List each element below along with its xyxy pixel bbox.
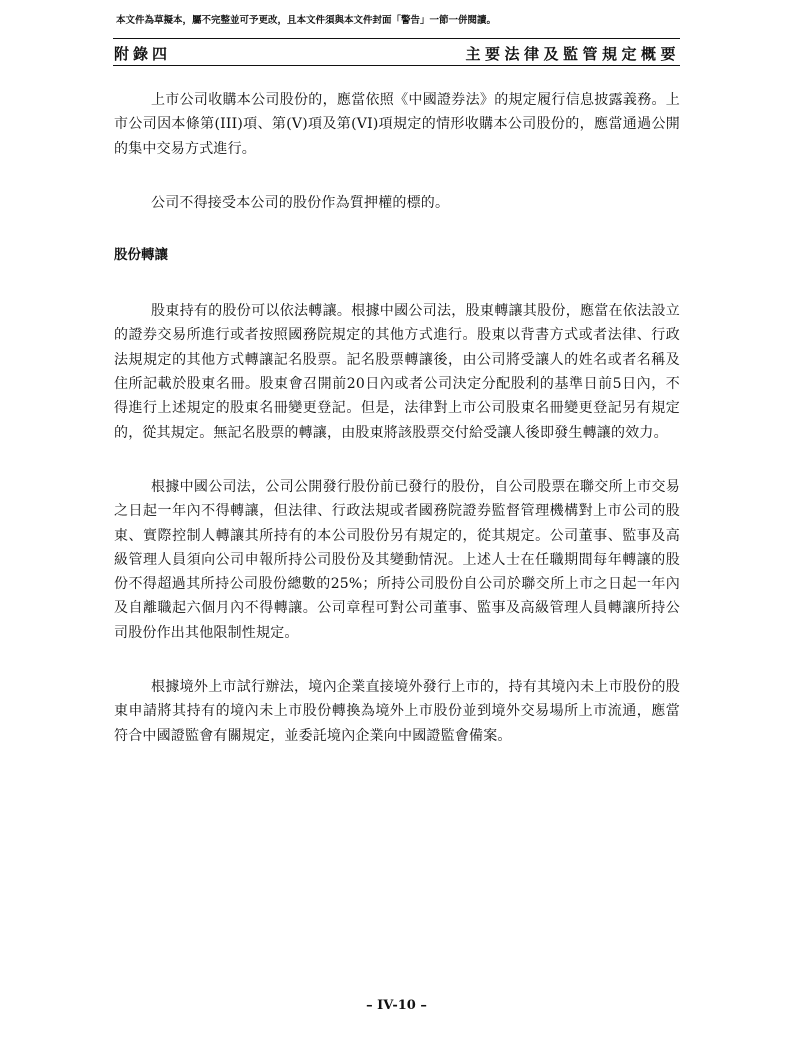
section-heading-share-transfer: 股份轉讓 xyxy=(114,247,168,264)
paragraph-pledge-restriction: 公司不得接受本公司的股份作為質押權的標的。 xyxy=(151,194,450,211)
top-divider xyxy=(113,38,680,39)
header-divider xyxy=(113,65,680,66)
paragraph-full-circulation: 根據境外上市試行辦法，境內企業直接境外發行上市的，持有其境內未上市股份的股東申請將其持有的境內未上市股份轉換為境外上市股份並到境外交易場所上市流通，應當符合中國證監會有關規定，並委託境內企業向中國證監會備案。 xyxy=(114,679,680,744)
draft-disclaimer: 本文件為草擬本，屬不完整並可予更改，且本文件須與本文件封面「警告」一節一併閱讀。 xyxy=(116,15,497,26)
paragraph-lock-up-restrictions: 根據中國公司法，公司公開發行股份前已發行的股份，自公司股票在聯交所上市交易之日起一年內不得轉讓，但法律、行政法規或者國務院證券監督管理機構對上市公司的股東、實際控制人轉讓其所持有的本公司股份另有規定的，從其規定。公司董事、監事及高級管理人員須向公司申報所持公司股份及其變動情況。上述人士在任職期間每年轉讓的股份不得超過其所持公司股份總數的25%；所持公司股份自公司於聯交所上市之日起一年內及自離職起六個月內不得轉讓。公司章程可對公司董事、監事及高級管理人員轉讓所持公司股份作出其他限制性規定。 xyxy=(114,478,680,641)
paragraph-share-transfer-rules: 股東持有的股份可以依法轉讓。根據中國公司法，股東轉讓其股份，應當在依法設立的證券交易所進行或者按照國務院規定的其他方式進行。股東以背書方式或者法律、行政法規規定的其他方式轉讓記名股票。記名股票轉讓後，由公司將受讓人的姓名或者名稱及住所記載於股東名冊。股東會召開前20日內或者公司決定分配股利的基準日前5日內，不得進行上述規定的股東名冊變更登記。但是，法律對上市公司股東名冊變更登記另有規定的，從其規定。無記名股票的轉讓，由股東將該股票交付給受讓人後即發生轉讓的效力。 xyxy=(114,303,680,441)
page-number: – IV-10 – xyxy=(366,998,427,1013)
document-body xyxy=(114,88,680,778)
appendix-label: 附錄四 xyxy=(114,45,172,63)
paragraph-share-repurchase-disclosure: 上市公司收購本公司股份的，應當依照《中國證券法》的規定履行信息披露義務。上市公司因本條第(III)項、第(V)項及第(VI)項規定的情形收購本公司股份的，應當通過公開的集中交易方式進行。 xyxy=(114,92,680,157)
appendix-title: 主要法律及監管規定概要 xyxy=(465,45,680,63)
